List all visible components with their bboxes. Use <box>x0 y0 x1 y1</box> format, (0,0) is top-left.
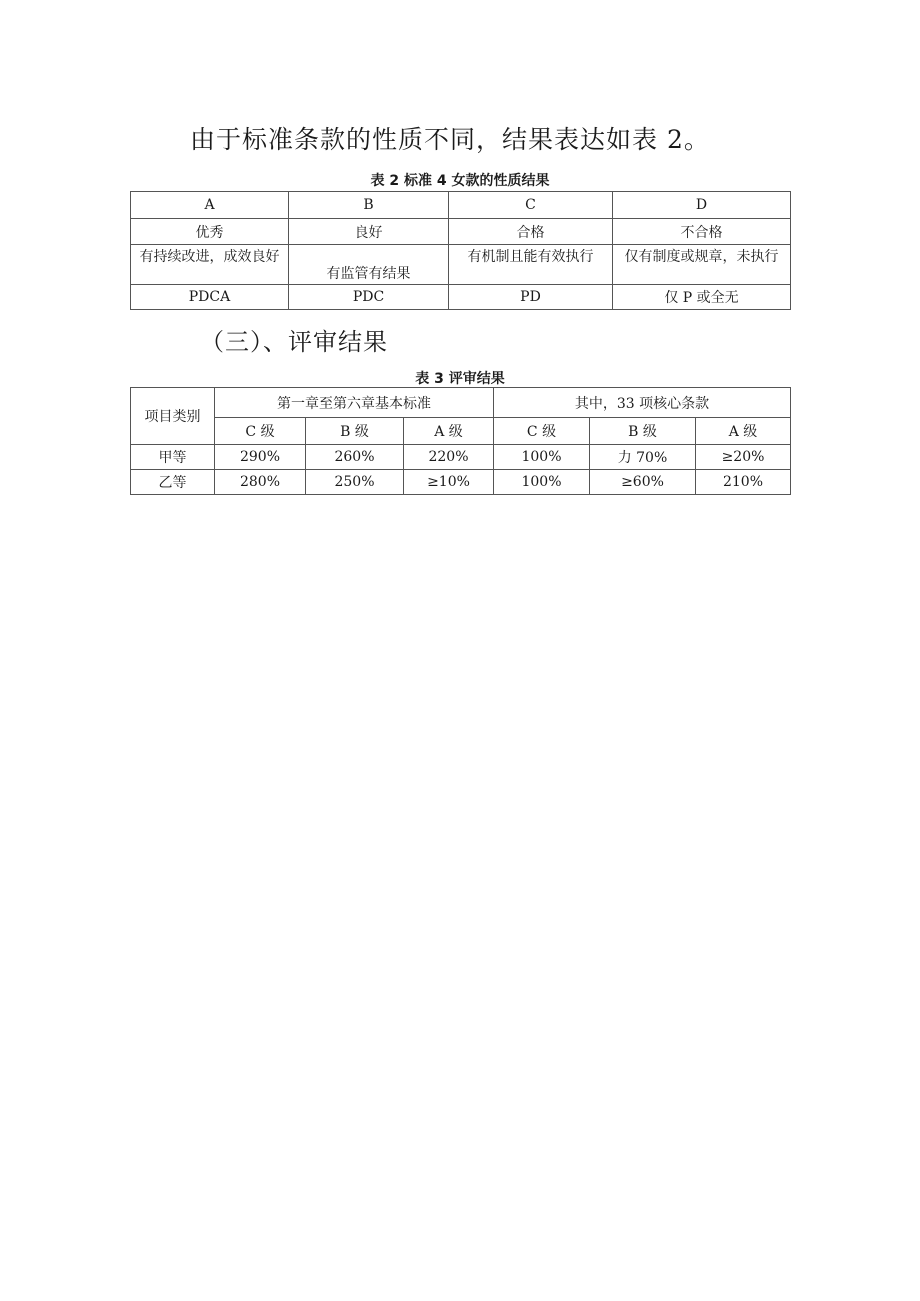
table2-cell: B <box>289 192 449 219</box>
table3-cell: ≥20% <box>696 445 791 470</box>
table2-row-grades <box>131 192 791 219</box>
table2-cell: PDCA <box>131 285 289 310</box>
table3-cell: 力 70% <box>590 445 696 470</box>
table3-cell: 100% <box>494 445 590 470</box>
table2-cell: A <box>131 192 289 219</box>
table3-row-label: 乙等 <box>131 470 215 495</box>
table-row <box>131 470 791 495</box>
table3-subheader: C 级 <box>494 418 590 445</box>
table3-cell: 250% <box>306 470 404 495</box>
table3-cell: 290% <box>215 445 306 470</box>
table2-cell: D <box>613 192 791 219</box>
table2-row-ratings <box>131 219 791 245</box>
table3-cell: 260% <box>306 445 404 470</box>
table2-nature-results <box>130 191 791 310</box>
intro-paragraph: 由于标准条款的性质不同，结果表达如表 2。 <box>190 125 710 154</box>
table3-subheader: C 级 <box>215 418 306 445</box>
table2-cell: 有持续改进，成效良好 <box>131 245 289 285</box>
table2-cell: 优秀 <box>131 219 289 245</box>
table3-cell: 100% <box>494 470 590 495</box>
table3-review-results <box>130 387 791 495</box>
table2-cell: 有机制且能有效执行 <box>449 245 613 285</box>
table3-row-header: 项目类别 <box>131 388 215 445</box>
table2-cell: 良好 <box>289 219 449 245</box>
table3-subheader: A 级 <box>696 418 791 445</box>
table3-subheader-row <box>131 418 791 445</box>
table2-cell: 不合格 <box>613 219 791 245</box>
table-row <box>131 445 791 470</box>
table3-cell: 210% <box>696 470 791 495</box>
table2-cell: C <box>449 192 613 219</box>
table3-header-row <box>131 388 791 418</box>
table3-cell: 220% <box>404 445 494 470</box>
table3-subheader: A 级 <box>404 418 494 445</box>
table2-row-cycles <box>131 285 791 310</box>
table2-cell: 有监管有结果 <box>289 245 449 285</box>
table3-cell: 280% <box>215 470 306 495</box>
table3-caption: 表 3 评审结果 <box>415 371 505 387</box>
table2-cell: 合格 <box>449 219 613 245</box>
table3-group-header: 其中，33 项核心条款 <box>494 388 791 418</box>
table2-caption: 表 2 标准 4 女款的性质结果 <box>370 173 550 189</box>
table3-group-header: 第一章至第六章基本标准 <box>215 388 494 418</box>
table2-cell: 仅有制度或规章，未执行 <box>613 245 791 285</box>
table3-subheader: B 级 <box>590 418 696 445</box>
table2-row-descriptions <box>131 245 791 285</box>
table3-cell: ≥60% <box>590 470 696 495</box>
table3-cell: ≥10% <box>404 470 494 495</box>
table2-cell: 仅 P 或全无 <box>613 285 791 310</box>
table3-row-label: 甲等 <box>131 445 215 470</box>
table3-subheader: B 级 <box>306 418 404 445</box>
table2-cell: PDC <box>289 285 449 310</box>
table2-cell: PD <box>449 285 613 310</box>
section-heading: （三）、评审结果 <box>200 328 388 356</box>
